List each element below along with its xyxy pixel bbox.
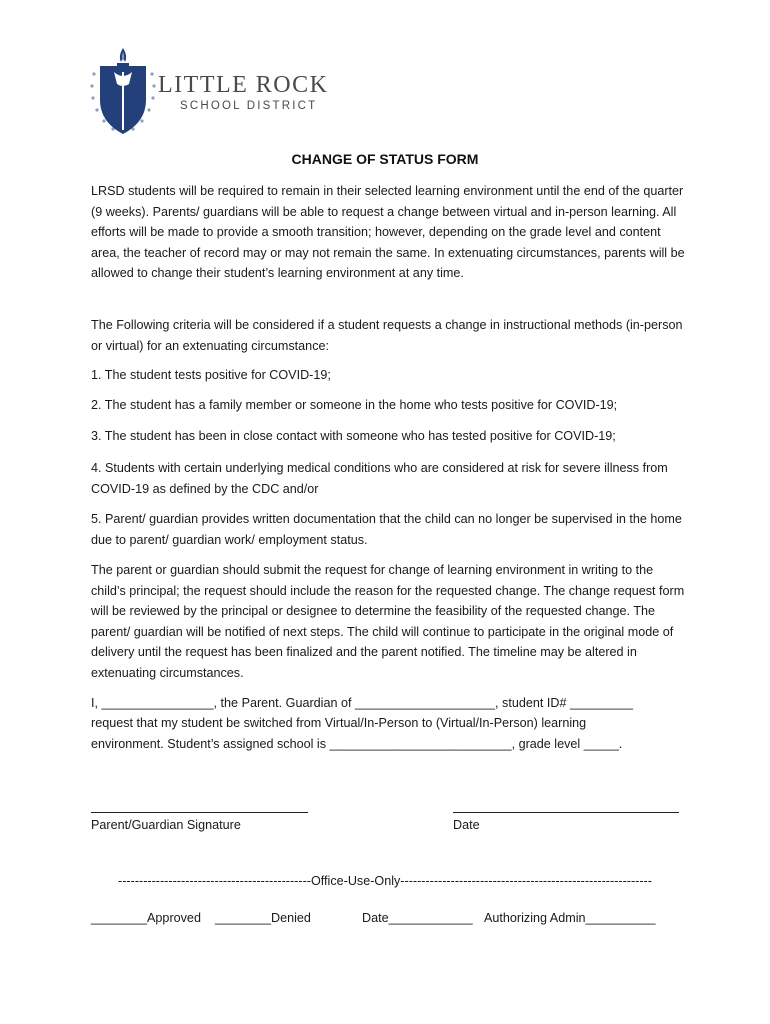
intro-paragraph: LRSD students will be required to remain in their selected learning environment until the end of the quarter (9 weeks). Parents/ guardians will be able to request a change between virtual and in-person learning. All efforts will be made to provide a smooth transition; however, depending on the grade level and content area, the teacher of record may or may not remain the same. In extenuating circumstances, parents will be allowed to change their student’s learning environment at any time. (91, 184, 685, 280)
approved-field[interactable]: ________Approved (91, 911, 201, 925)
criteria-item: 1. The student tests positive for COVID-19; (91, 368, 331, 382)
shield-torch-icon (88, 44, 158, 140)
parent-signature-line[interactable] (91, 812, 308, 813)
date-signature-line[interactable] (453, 812, 679, 813)
process-paragraph: The parent or guardian should submit the request for change of learning environment in writing to the child’s principal; the request should include the reason for the requested change. The change request form will be reviewed by the principal or designee to determine the feasibility of the requested change. The parent/ guardian will be notified of next steps. The child will continue to participate in the original mode of delivery until the request has been finalized and the parent notified. The timeline may be altered in extenuating circumstances. (91, 563, 685, 680)
request-line: environment. Student’s assigned school is __________________________, grade level _____. (91, 737, 623, 751)
date-label: Date (453, 818, 480, 832)
page-title: CHANGE OF STATUS FORM (291, 151, 479, 167)
criteria-item: 3. The student has been in close contact with someone who has tested positive for COVID-19; (91, 429, 616, 443)
criteria-item: 5. Parent/ guardian provides written documentation that the child can no longer be supervised in the home due to parent/ guardian work/ employment status. (91, 512, 682, 547)
criteria-item: 4. Students with certain underlying medical conditions who are considered at risk for severe illness from COVID-19 as defined by the CDC and/or (91, 461, 668, 496)
denied-field[interactable]: ________Denied (215, 911, 311, 925)
district-logo (88, 44, 348, 140)
district-name: LITTLE ROCK (158, 72, 329, 98)
request-line: I, ________________, the Parent. Guardian of ____________________, student ID# _________ (91, 696, 633, 710)
authorizing-admin-field[interactable]: Authorizing Admin__________ (484, 911, 656, 925)
office-date-field[interactable]: Date____________ (362, 911, 473, 925)
parent-signature-label: Parent/Guardian Signature (91, 818, 241, 832)
office-use-divider: ----------------------------------------------Office-Use-Only------------------------------------------------------------ (118, 874, 652, 888)
criteria-intro: The Following criteria will be considered if a student requests a change in instructional methods (in-person or virtual) for an extenuating circumstance: (91, 318, 683, 353)
request-line: request that my student be switched from Virtual/In-Person to (Virtual/In-Person) learning (91, 716, 587, 730)
district-subtitle: SCHOOL DISTRICT (180, 100, 318, 112)
criteria-item: 2. The student has a family member or someone in the home who tests positive for COVID-19; (91, 398, 618, 412)
